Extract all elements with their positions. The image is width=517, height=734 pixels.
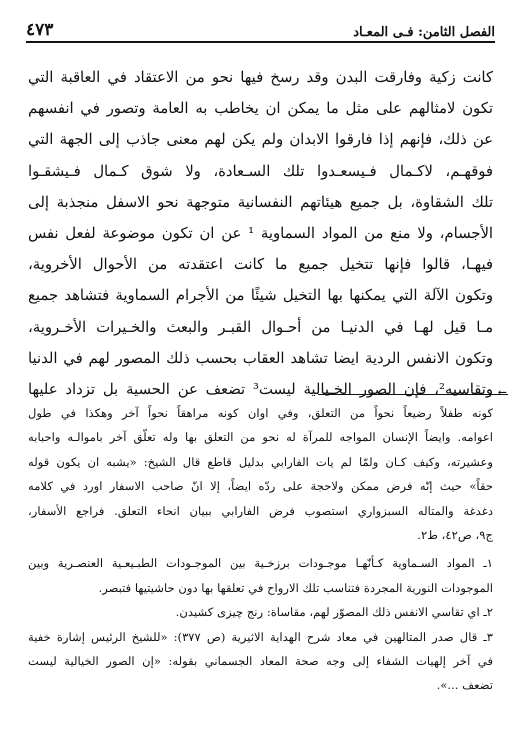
text-line: عن ذلك، فإنهم إذا فارقوا الابدان ولم يكن لهم معنى جاذب إلى الجهة التي xyxy=(28,131,493,149)
footnote-line: ج٩، ص٤٢، ط٢. xyxy=(417,527,493,542)
footnote-line: الموجودات النورية المجردة فتناسب تلك الارواح في تعلقها بها دون حاشيتيها فتبصر. xyxy=(98,580,493,595)
footnote-line: ١ـ المواد السـماوية كـأنّهـا موجـودات برزخـية بين الموجـودات الطبـيعـية العنصـرية وبين xyxy=(28,556,493,571)
running-header xyxy=(26,14,495,40)
text-line: الأجسام، ولا منع من المواد السماوية ¹ عن ان تكون موضوعة لفعل نفس xyxy=(28,224,493,242)
footnote-line: تضعف ...». xyxy=(436,678,493,693)
text-line: فوقهـم، لاكـمال فـيسعـدوا تلك السـعادة، ولا شوق كـمال فـيشقـوا xyxy=(28,162,493,180)
footnote-line: كونه طفلاً رضيعاً نحواً من التعلق، وفي اوان كونه مراهقاً نحواً آخر وهكذا في طول xyxy=(28,406,493,420)
footnote-line: في آخر إلهيات الشفاء إلى وجه صحة المعاد الجسماني بقوله: «إن الصور الخيالية ليست xyxy=(28,653,493,668)
footnote-line: حقاً» حيث إنّه فرض ممكن ولاحجة على ردّه ايضاً، إلا انّ صاحب الاسفار اورد في كلامه xyxy=(28,479,493,494)
text-line: فيهـا، قالوا فإنها تتخيل جميع ما كانت اعتقدته من الأحوال الأخروية، xyxy=(28,256,493,274)
text-line: وتقاسيه²، فإن الصور الخـيالية ليست³ تضعف عن الحسية بل تزداد عليها xyxy=(28,380,493,398)
main-text xyxy=(28,62,493,405)
page-number: ٤٧٣ xyxy=(26,20,54,40)
header-rule xyxy=(26,41,495,43)
footnote-line: دغدغة والمتاله السبزواري استصوب فرض الفارابي ببيان انحاء التعلق. فراجع الأسفار، xyxy=(28,503,493,518)
footnote-line: وعشيرته، وكيف كـان ولمّا لم يات الفارابي بدليل قاطع قال الشيخ: «يشبه ان يكون قوله xyxy=(28,454,493,469)
text-line: كانت زكية وفارقت البدن وقد رسخ فيها نحو من الاعتقاد في العاقبة التي xyxy=(28,69,493,86)
text-line: وتكون الانفس الردية ايضا تشاهد العقاب بحسب ذلك المصور لهم في الدنيا xyxy=(28,349,493,367)
footnote-continuation-arrow: ← xyxy=(497,386,507,399)
footnote-line: ٢ـ اي تقاسي الانفس ذلك المصوّر لهم، مقاساة: رنج چيزى كشيدن. xyxy=(175,605,493,620)
text-line: مـا قيل لهـا في الدنيـا من أحـوال القبـر والبعث والخـيرات الأخـروية، xyxy=(28,318,493,336)
text-line: وتكون الآلة التي يمكنها بها التخيل شيئًا من الأجرام السماوية فتشاهد جميع xyxy=(28,287,493,305)
text-line: تلك الشقاوة، بل جميع هيئاتهم النفسانية متوجهة نحو الاسفل منجذبة إلى xyxy=(28,193,493,211)
footnote-rule xyxy=(318,394,508,395)
chapter-title: الفصل الثامن: فـى المعـاد xyxy=(353,25,495,40)
footnote-line: ٣ـ قال صدر المتالهين في معاد شرح الهداية الاثيرية (ص ٣٧٧): «للشيخ الرئيس إشارة خفية xyxy=(28,629,493,644)
footnote-line: اعوامه. وايضاً الإنسان المواجه للمرآة له نحو من التعلق بها وله تعلّق آخر باموالـه واحبابه xyxy=(28,430,493,445)
footnotes xyxy=(28,401,493,698)
text-line: تكون لامثالهم على مثل ما يمكن ان يخاطب به العامة وتصور في انفسهم xyxy=(28,100,493,118)
